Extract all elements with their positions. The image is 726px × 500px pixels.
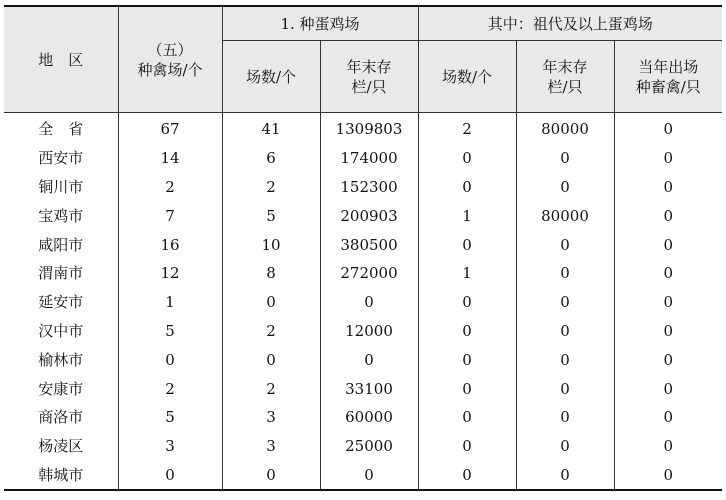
cell-g2-out: 0	[614, 432, 722, 461]
cell-g1-farms: 5	[222, 201, 320, 230]
statistics-table-container	[4, 5, 722, 491]
cell-g2-out: 0	[614, 173, 722, 202]
cell-g1-stock: 0	[320, 288, 418, 317]
cell-region: 咸阳市	[4, 230, 118, 259]
cell-breeding: 5	[118, 317, 222, 346]
header-breeding-farms-line1: （五）	[147, 40, 193, 59]
cell-breeding: 0	[118, 461, 222, 491]
cell-g1-farms: 10	[222, 230, 320, 259]
cell-g1-stock: 152300	[320, 173, 418, 202]
table-row	[4, 403, 722, 432]
cell-g2-out: 0	[614, 144, 722, 173]
cell-g1-stock: 60000	[320, 403, 418, 432]
cell-g2-farms: 0	[418, 345, 516, 374]
cell-g2-out: 0	[614, 317, 722, 346]
cell-g2-stock: 80000	[516, 113, 614, 144]
table-header	[4, 6, 722, 113]
cell-breeding: 2	[118, 374, 222, 403]
header-g2-year-end-stock	[516, 41, 614, 113]
header-g1-year-end-stock	[320, 41, 418, 113]
cell-g2-farms: 0	[418, 461, 516, 491]
cell-g2-out: 0	[614, 288, 722, 317]
cell-g1-farms: 6	[222, 144, 320, 173]
cell-g2-out: 0	[614, 230, 722, 259]
cell-breeding: 7	[118, 201, 222, 230]
cell-g2-stock: 0	[516, 403, 614, 432]
cell-g1-farms: 2	[222, 374, 320, 403]
header-region	[4, 6, 118, 113]
cell-g1-farms: 0	[222, 461, 320, 491]
cell-g2-farms: 0	[418, 288, 516, 317]
cell-g2-farms: 0	[418, 374, 516, 403]
cell-g1-stock: 0	[320, 461, 418, 491]
cell-g2-stock: 80000	[516, 201, 614, 230]
cell-g2-stock: 0	[516, 288, 614, 317]
cell-g1-stock: 33100	[320, 374, 418, 403]
cell-g2-out: 0	[614, 374, 722, 403]
header-g1-farm-count	[222, 41, 320, 113]
cell-region: 商洛市	[4, 403, 118, 432]
table-row	[4, 461, 722, 491]
header-g2-out-line1: 当年出场	[638, 57, 699, 76]
cell-g1-stock: 200903	[320, 201, 418, 230]
header-g2-stock-line2: 栏/只	[547, 77, 583, 96]
header-region-label: 地 区	[38, 50, 84, 69]
cell-g1-farms: 2	[222, 317, 320, 346]
cell-region: 渭南市	[4, 259, 118, 288]
table-row	[4, 374, 722, 403]
cell-g2-farms: 0	[418, 317, 516, 346]
cell-breeding: 16	[118, 230, 222, 259]
cell-breeding: 3	[118, 432, 222, 461]
header-breeding-farms-line2: 种禽场/个	[137, 60, 203, 79]
cell-g2-stock: 0	[516, 230, 614, 259]
cell-g1-farms: 0	[222, 288, 320, 317]
cell-region: 铜川市	[4, 173, 118, 202]
cell-g1-farms: 0	[222, 345, 320, 374]
cell-g2-stock: 0	[516, 317, 614, 346]
header-group-layer-breeder-farms	[222, 6, 418, 41]
cell-region: 榆林市	[4, 345, 118, 374]
table-row	[4, 317, 722, 346]
cell-region: 杨凌区	[4, 432, 118, 461]
cell-g1-farms: 41	[222, 113, 320, 144]
cell-breeding: 14	[118, 144, 222, 173]
cell-g2-farms: 1	[418, 201, 516, 230]
cell-g2-out: 0	[614, 201, 722, 230]
cell-g2-farms: 2	[418, 113, 516, 144]
cell-breeding: 5	[118, 403, 222, 432]
table-row	[4, 432, 722, 461]
cell-g1-stock: 174000	[320, 144, 418, 173]
cell-region: 韩城市	[4, 461, 118, 491]
cell-region: 安康市	[4, 374, 118, 403]
cell-g2-farms: 0	[418, 403, 516, 432]
table-row	[4, 173, 722, 202]
cell-breeding: 2	[118, 173, 222, 202]
cell-g1-farms: 3	[222, 403, 320, 432]
cell-g2-out: 0	[614, 461, 722, 491]
cell-region: 汉中市	[4, 317, 118, 346]
breeding-poultry-table	[4, 5, 722, 491]
header-g2-farm-count	[418, 41, 516, 113]
header-breeding-farms	[118, 6, 222, 113]
header-g1-stock-line1: 年末存	[346, 57, 392, 76]
cell-g2-stock: 0	[516, 173, 614, 202]
table-row	[4, 113, 722, 144]
cell-g2-farms: 0	[418, 432, 516, 461]
cell-g1-farms: 3	[222, 432, 320, 461]
cell-breeding: 12	[118, 259, 222, 288]
table-row	[4, 230, 722, 259]
cell-g2-stock: 0	[516, 259, 614, 288]
cell-g1-stock: 1309803	[320, 113, 418, 144]
cell-g2-stock: 0	[516, 144, 614, 173]
header-group1-label: 1. 种蛋鸡场	[280, 14, 360, 33]
header-group-grandparent-farms	[418, 6, 722, 41]
cell-region: 延安市	[4, 288, 118, 317]
header-g1-farm-count-label: 场数/个	[245, 67, 297, 86]
table-row	[4, 144, 722, 173]
cell-g2-out: 0	[614, 259, 722, 288]
cell-region: 全 省	[4, 113, 118, 144]
cell-g1-stock: 272000	[320, 259, 418, 288]
cell-g2-farms: 0	[418, 144, 516, 173]
cell-g1-stock: 380500	[320, 230, 418, 259]
cell-g2-out: 0	[614, 113, 722, 144]
table-body	[4, 113, 722, 491]
cell-g2-farms: 0	[418, 230, 516, 259]
cell-g1-farms: 2	[222, 173, 320, 202]
table-row	[4, 259, 722, 288]
cell-g1-farms: 8	[222, 259, 320, 288]
cell-region: 西安市	[4, 144, 118, 173]
header-g2-stock-line1: 年末存	[542, 57, 588, 76]
table-row	[4, 345, 722, 374]
header-g1-stock-line2: 栏/只	[351, 77, 387, 96]
cell-breeding: 0	[118, 345, 222, 374]
cell-g2-stock: 0	[516, 432, 614, 461]
cell-g2-stock: 0	[516, 345, 614, 374]
cell-breeding: 67	[118, 113, 222, 144]
cell-region: 宝鸡市	[4, 201, 118, 230]
cell-g1-stock: 25000	[320, 432, 418, 461]
header-g2-farm-count-label: 场数/个	[441, 67, 493, 86]
header-g2-breeding-out	[614, 41, 722, 113]
cell-g2-stock: 0	[516, 374, 614, 403]
cell-g2-farms: 0	[418, 173, 516, 202]
cell-g2-out: 0	[614, 403, 722, 432]
table-row	[4, 201, 722, 230]
table-row	[4, 288, 722, 317]
header-g2-out-line2: 种畜禽/只	[635, 77, 701, 96]
cell-g2-farms: 1	[418, 259, 516, 288]
cell-g2-stock: 0	[516, 461, 614, 491]
cell-g1-stock: 12000	[320, 317, 418, 346]
cell-g1-stock: 0	[320, 345, 418, 374]
cell-g2-out: 0	[614, 345, 722, 374]
cell-breeding: 1	[118, 288, 222, 317]
header-group2-label: 其中：祖代及以上蛋鸡场	[487, 14, 653, 33]
